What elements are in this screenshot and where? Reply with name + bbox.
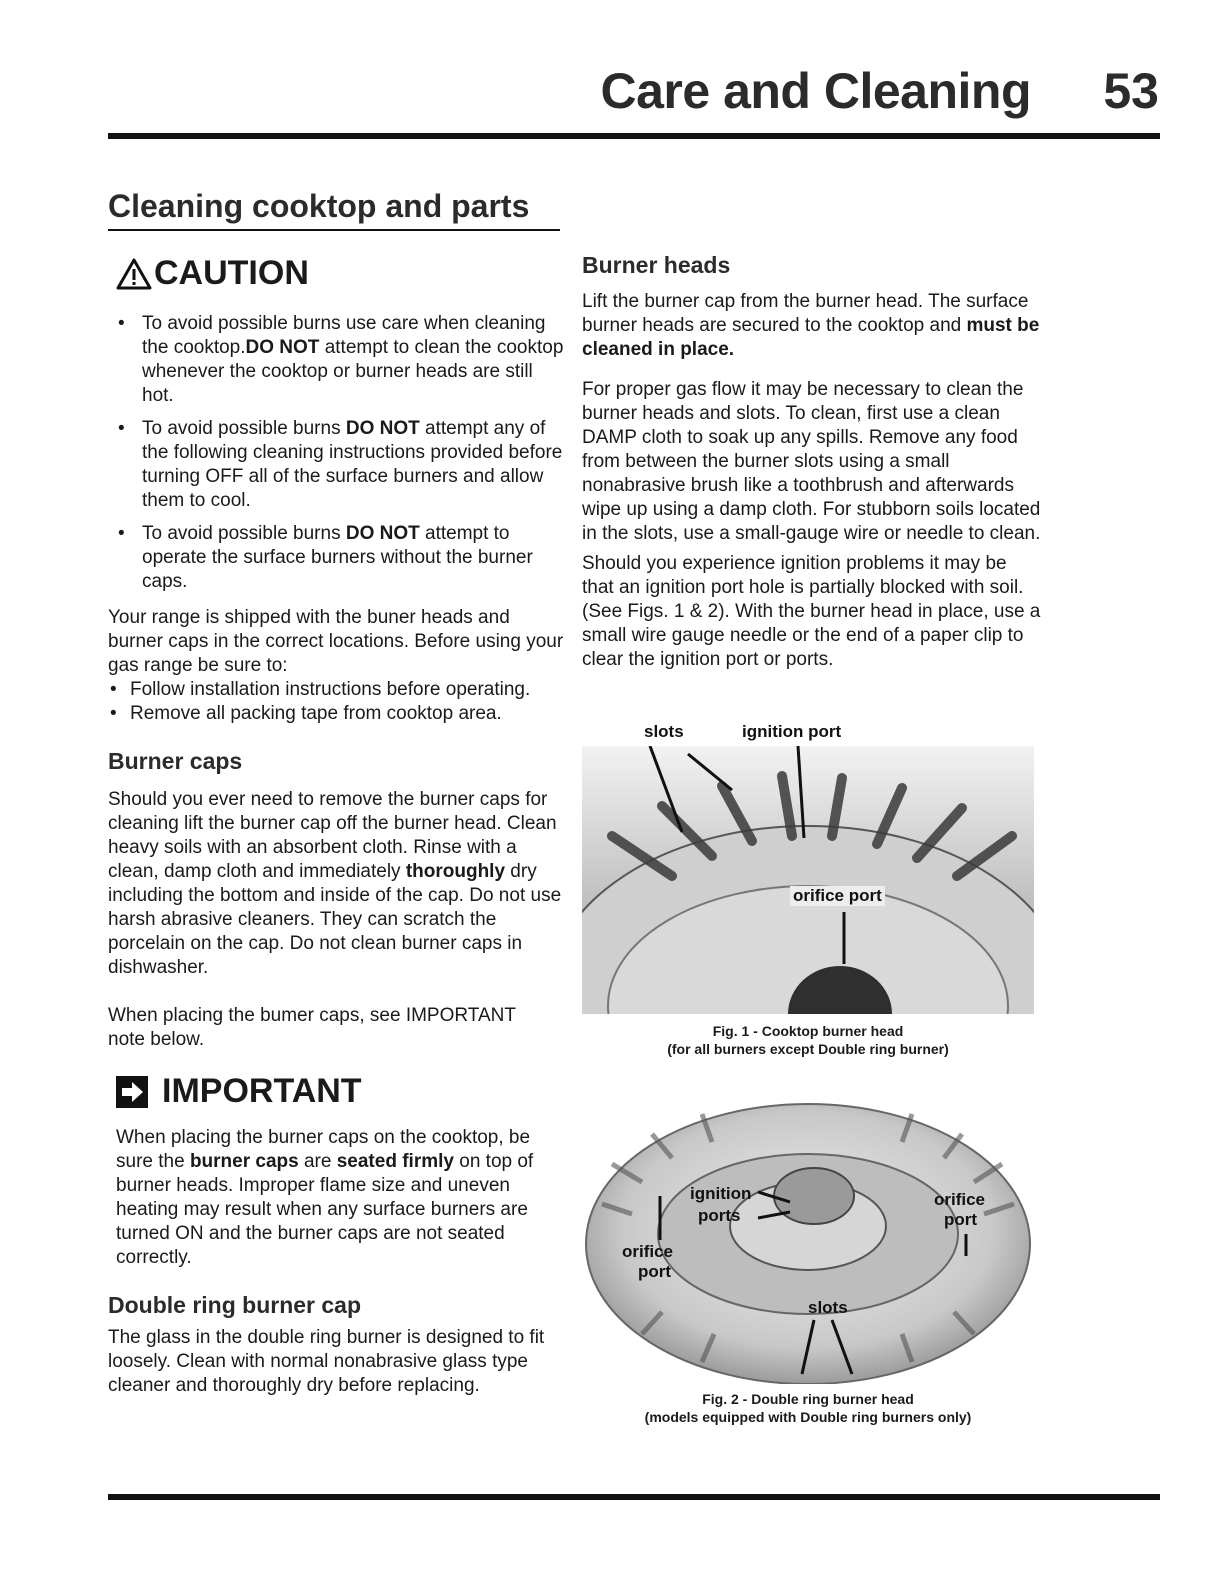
fig2-label-port-left: port	[638, 1262, 672, 1281]
header-rule	[108, 133, 1160, 139]
fig1-label-orifice: orifice port	[790, 886, 885, 906]
caution-item: • To avoid possible burns DO NOT attempt to operate the surface burners without the burner caps.	[116, 522, 566, 594]
important-label: IMPORTANT	[162, 1072, 362, 1110]
fig2-label-orifice-left: orifice	[622, 1242, 674, 1261]
fig2-label-ports: ports	[698, 1206, 741, 1225]
fig2-image	[582, 1084, 1034, 1384]
double-ring-burner-illustration	[582, 1084, 1034, 1384]
caution-item: • To avoid possible burns DO NOT attempt any of the following cleaning instructions provided before turning OFF all of the surface burners and allow them to cool.	[116, 417, 566, 513]
section-title: Cleaning cooktop and parts	[108, 188, 560, 231]
list-item: • Remove all packing tape from cooktop area.	[108, 702, 566, 726]
double-ring-text: The glass in the double ring burner is designed to fit loosely. Clean with normal nonabrasive glass type cleaner and thoroughly dry before replacing.	[108, 1327, 545, 1396]
list-item: • Follow installation instructions before operating.	[108, 678, 566, 702]
fig2-label-port-right: port	[944, 1210, 978, 1229]
important-text: When placing the burner caps on the cooktop, be sure the burner caps are seated firmly on top of burner heads. Improper flame size and uneven heating may result when any surface burners are turned ON and the burner caps are not seated correctly.	[116, 1127, 534, 1268]
burner-caps-note: When placing the bumer caps, see IMPORTANT note below.	[108, 1005, 516, 1050]
important-heading	[116, 1072, 362, 1111]
fig2-label-slots: slots	[808, 1298, 848, 1317]
fig2-label-orifice-right: orifice	[934, 1190, 986, 1209]
fig1-label-ignition: ignition port	[742, 722, 842, 741]
arrow-right-icon	[116, 1076, 148, 1108]
intro-paragraph: Your range is shipped with the buner heads and burner caps in the correct locations. Before using your gas range be sure to: • Follow installation instructions before operating. • Remove all packing tape from cooktop area.	[108, 606, 566, 726]
intro-list	[108, 678, 566, 726]
burner-caps-heading: Burner caps	[108, 748, 243, 774]
warning-triangle-icon	[116, 258, 152, 290]
fig1-caption: Fig. 1 - Cooktop burner head (for all burners except Double ring burner)	[667, 1023, 949, 1057]
page-number: 53	[1103, 63, 1159, 119]
footer-rule	[108, 1494, 1160, 1500]
caution-heading	[116, 254, 309, 293]
fig1-image	[582, 746, 1034, 1014]
fig2-caption: Fig. 2 - Double ring burner head (models equipped with Double ring burners only)	[644, 1391, 972, 1425]
fig1-label-slots-top: slots	[644, 722, 684, 741]
burner-heads-text: Lift the burner cap from the burner head. The surface burner heads are secured to the cooktop and must be cleaned in place. For proper gas flow it may be necessary to clean the burner heads and slots. To clean, first use a clean DAMP cloth to soak up any spills. Remove any food from between the burner slots using a small nonabrasive brush like a toothbrush and afterwards wipe up using a damp cloth. For stubborn soils located in the slots, use a small-gauge wire or needle to clean. Should you experience ignition problems it may be that an ignition port hole is partially blocked with soil. (See Figs. 1 & 2). With the burner head in place, use a small wire gauge needle or the end of a paper clip to clear the ignition port or ports.	[582, 291, 1041, 670]
burner-heads-heading: Burner heads	[582, 252, 731, 278]
burner-head-illustration	[582, 746, 1034, 1014]
fig2-label-ignition: ignition	[690, 1184, 752, 1203]
burner-caps-text: Should you ever need to remove the burner caps for cleaning lift the burner cap off the burner head. Clean heavy soils with an absorbent cloth. Rinse with a clean, damp cloth and immediately thoroughly dry including the bottom and inside of the cap. Do not use harsh abrasive cleaners. They can scratch the porcelain on the cap. Do not clean burner caps in dishwasher.	[108, 789, 562, 978]
caution-label: CAUTION	[154, 254, 309, 292]
double-ring-heading: Double ring burner cap	[108, 1292, 362, 1318]
page-header-title: Care and Cleaning	[600, 63, 1031, 119]
caution-item: • To avoid possible burns use care when cleaning the cooktop.DO NOT attempt to clean the cooktop whenever the cooktop or burner heads are still hot.	[116, 312, 566, 408]
caution-list	[116, 312, 566, 603]
